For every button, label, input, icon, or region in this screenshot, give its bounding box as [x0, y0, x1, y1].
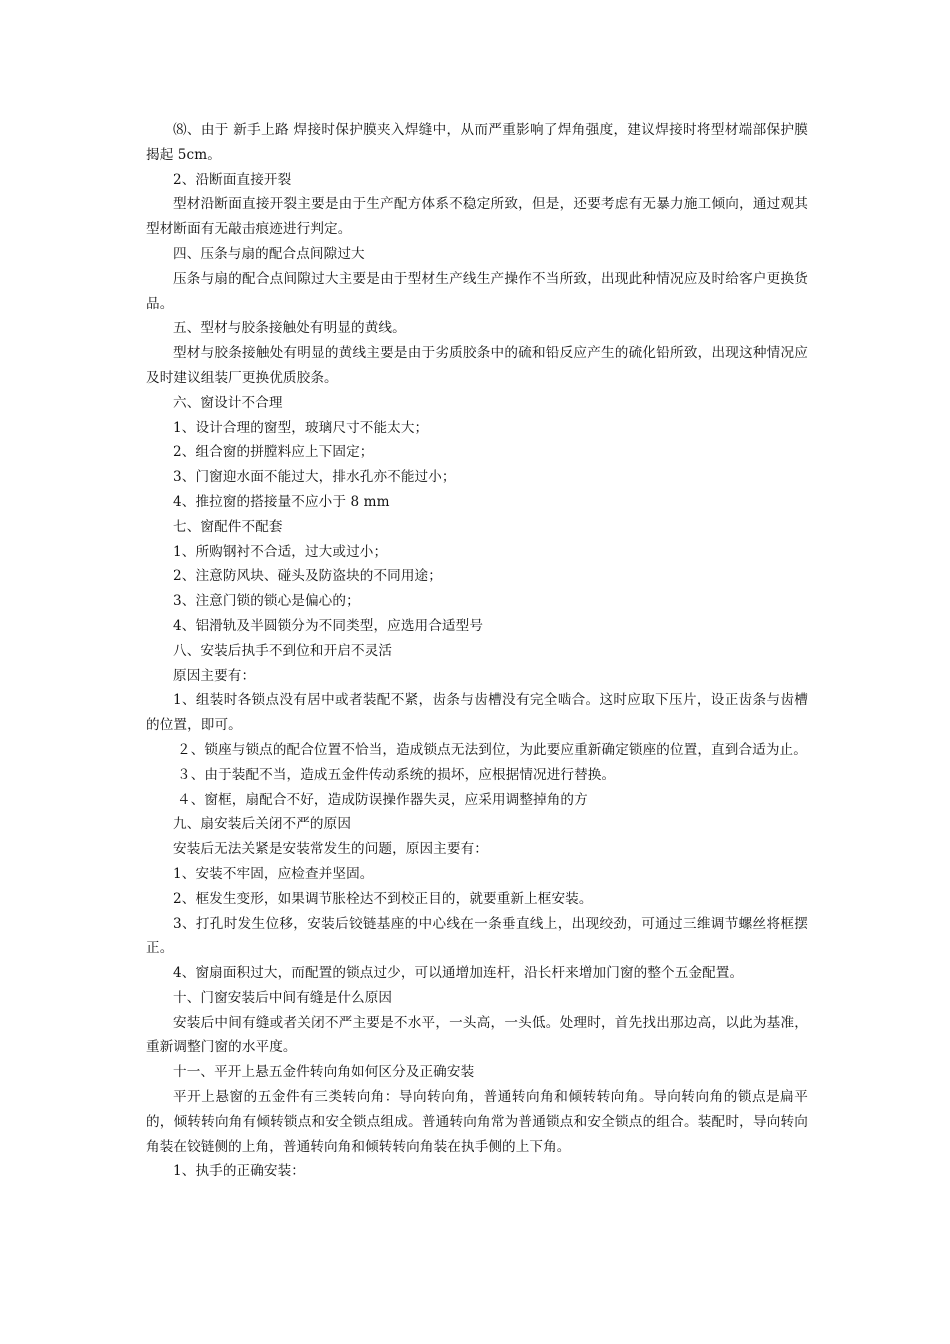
- list-item-design-2: 2、组合窗的拼膛料应上下固定；: [173, 444, 374, 461]
- heading-section-9: 九、扇安装后关闭不严的原因: [173, 816, 352, 833]
- list-item-design-3: 3、门窗迎水面不能过大，排水孔亦不能过小；: [173, 469, 456, 486]
- paragraph-crack-cause: 型材沿断面直接开裂主要是由于生产配方体系不稳定所致，但是，还要考虑有无暴力施工倾向，通过观其型材断面有无敲击痕迹进行判定。: [146, 196, 808, 238]
- list-item-handle-install: 1、执手的正确安装：: [173, 1163, 305, 1180]
- heading-section-5: 五、型材与胶条接触处有明显的黄线。: [173, 320, 406, 337]
- list-item-fittings-4: 4、铝滑轨及半圆锁分为不同类型，应选用合适型号: [173, 617, 484, 634]
- list-item-handle-3: ３、由于装配不当，造成五金件传动系统的损坏，应根据情况进行替换。: [177, 766, 616, 783]
- paragraph-corner-types: 平开上悬窗的五金件有三类转向角：导向转向角，普通转向角和倾转转向角。导向转向角的锁点是扁平的，倾转转向角有倾转锁点和安全锁点组成。普通转向角常为普通锁点和安全锁点的组合。装配时，导向转向角装在铰链侧的上角，普通转向角和倾转转向角装在执手侧的上下角。: [146, 1089, 808, 1155]
- paragraph-section-crack: 2、沿断面直接开裂: [173, 171, 292, 188]
- list-item-closing-2: 2、框发生变形，如果调节胀栓达不到校正目的，就要重新上框安装。: [173, 890, 593, 907]
- document-page: [146, 118, 808, 1184]
- list-item-handle-2: ２、锁座与锁点的配合位置不恰当，造成锁点无法到位，为此要应重新确定锁座的位置，直到合适为止。: [177, 741, 807, 758]
- list-item-design-4: 4、推拉窗的搭接量不应小于 8 mm: [173, 493, 390, 510]
- paragraph-gap-level: 安装后中间有缝或者关闭不严主要是不水平，一头高，一头低。处理时，首先找出那边高，以此为基准，重新调整门窗的水平度。: [146, 1014, 808, 1056]
- list-item-fittings-1: 1、所购钢衬不合适，过大或过小；: [173, 543, 388, 560]
- paragraph-closing-intro: 安装后无法关紧是安装常发生的问题，原因主要有：: [173, 841, 488, 858]
- list-item-closing-1: 1、安装不牢固，应检查并坚固。: [173, 865, 374, 882]
- list-item-fittings-3: 3、注意门锁的锁心是偏心的；: [173, 593, 360, 610]
- heading-section-11: 十一、平开上悬五金件转向角如何区分及正确安装: [173, 1064, 475, 1081]
- list-item-closing-3: 3、打孔时发生位移，安装后铰链基座的中心线在一条垂直线上，出现绞劲，可通过三维调节螺丝将框摆正。: [146, 915, 808, 957]
- list-item-handle-4: ４、窗框，扇配合不好，造成防误操作器失灵，应采用调整掉角的方: [177, 791, 588, 808]
- list-item-closing-4: 4、窗扇面积过大，而配置的锁点过少，可以通增加连杆，沿长杆来增加门窗的整个五金配置。: [173, 965, 744, 982]
- paragraph-gap-cause: 压条与扇的配合点间隙过大主要是由于型材生产线生产操作不当所致，出现此种情况应及时给客户更换货品。: [146, 270, 808, 312]
- paragraph-causes-intro: 原因主要有：: [173, 667, 256, 684]
- heading-section-8: 八、安装后执手不到位和开启不灵活: [173, 642, 393, 659]
- paragraph-yellow-line-cause: 型材与胶条接触处有明显的黄线主要是由于劣质胶条中的硫和铅反应产生的硫化铅所致，出现这种情况应及时建议组装厂更换优质胶条。: [146, 345, 808, 386]
- heading-section-4: 四、压条与扇的配合点间隙过大: [173, 245, 365, 262]
- paragraph-weld-film: ⑻、由于 新手上路 焊接时保护膜夹入焊缝中，从而严重影响了焊角强度，建议焊接时将型材端部保护膜揭起 5cm。: [146, 122, 808, 163]
- list-item-design-1: 1、设计合理的窗型，玻璃尺寸不能太大；: [173, 419, 429, 436]
- heading-section-7: 七、窗配件不配套: [173, 518, 283, 535]
- list-item-handle-1: 1、组装时各锁点没有居中或者装配不紧，齿条与齿槽没有完全啮合。这时应取下压片，设正齿条与齿槽的位置，即可。: [146, 692, 808, 734]
- heading-section-10: 十、门窗安装后中间有缝是什么原因: [173, 989, 393, 1006]
- list-item-fittings-2: 2、注意防风块、碰头及防盗块的不同用途；: [173, 568, 442, 585]
- heading-section-6: 六、窗设计不合理: [173, 394, 283, 411]
